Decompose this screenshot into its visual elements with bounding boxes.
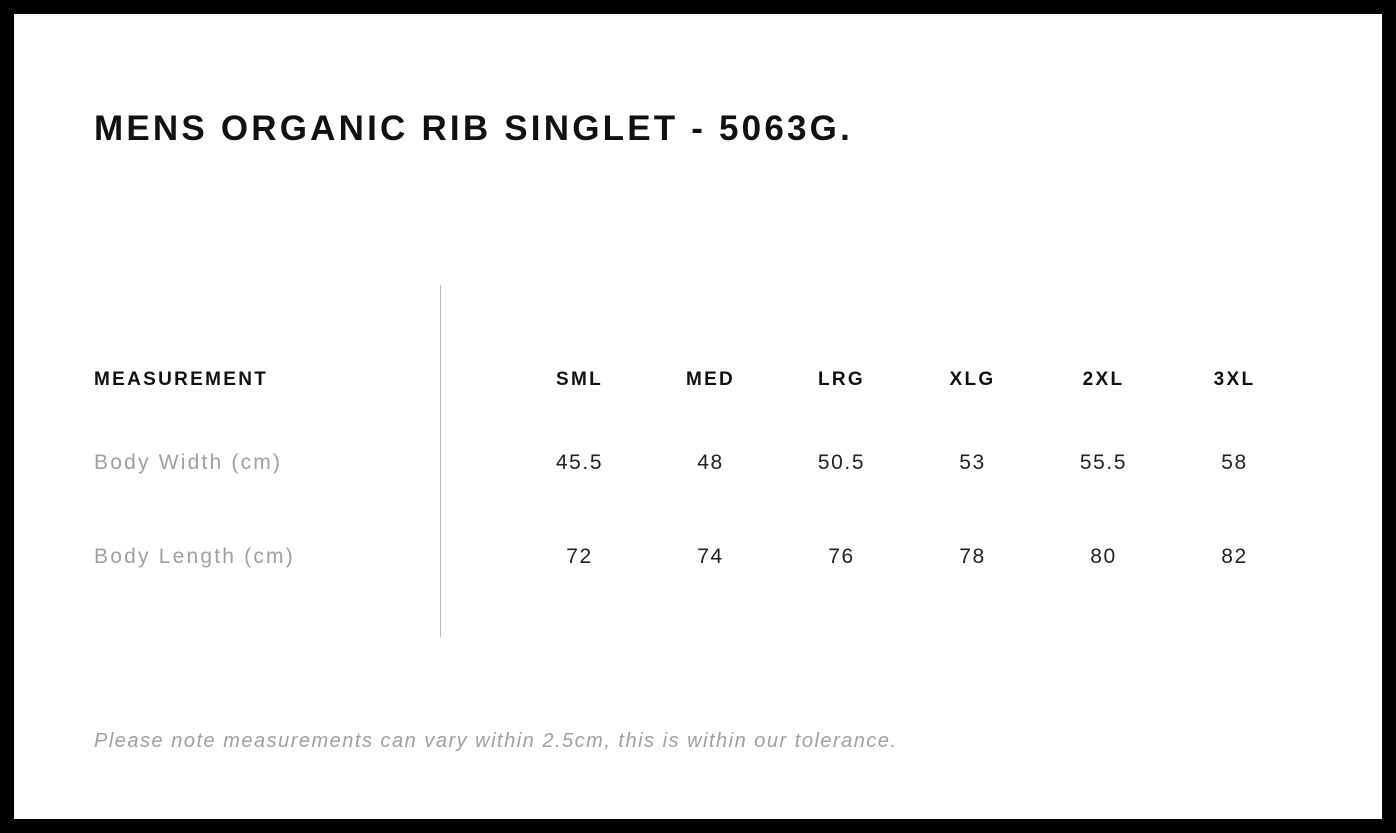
cell-body-length-sml: 72 <box>566 545 593 568</box>
table-header-row <box>94 344 1300 416</box>
cell-body-length-2xl: 80 <box>1090 545 1117 568</box>
size-chart-page <box>14 14 1382 819</box>
column-header-measurement: MEASUREMENT <box>94 369 269 390</box>
page-title: MENS ORGANIC RIB SINGLET - 5063G. <box>94 109 854 148</box>
cell-body-width-xlg: 53 <box>959 451 986 474</box>
cell-body-length-med: 74 <box>697 545 724 568</box>
column-header-3xl: 3XL <box>1213 369 1256 390</box>
column-header-sml: SML <box>555 369 603 390</box>
tolerance-note: Please note measurements can vary within 2.5cm, this is within our tolerance. <box>94 730 898 752</box>
table-row <box>94 416 1300 510</box>
cell-body-width-lrg: 50.5 <box>817 451 866 474</box>
cell-body-length-lrg: 76 <box>828 545 855 568</box>
cell-body-width-sml: 45.5 <box>555 451 604 474</box>
column-header-med: MED <box>685 369 736 390</box>
cell-body-width-med: 48 <box>697 451 724 474</box>
column-header-lrg: LRG <box>817 369 865 390</box>
table-row <box>94 510 1300 604</box>
cell-body-length-3xl: 82 <box>1221 545 1248 568</box>
column-header-2xl: 2XL <box>1082 369 1125 390</box>
cell-body-length-xlg: 78 <box>959 545 986 568</box>
row-label-body-length: Body Length (cm) <box>94 545 295 568</box>
cell-body-width-2xl: 55.5 <box>1079 451 1128 474</box>
cell-body-width-3xl: 58 <box>1221 451 1248 474</box>
size-chart-table <box>94 344 1300 604</box>
column-header-xlg: XLG <box>949 369 996 390</box>
row-label-body-width: Body Width (cm) <box>94 451 283 474</box>
